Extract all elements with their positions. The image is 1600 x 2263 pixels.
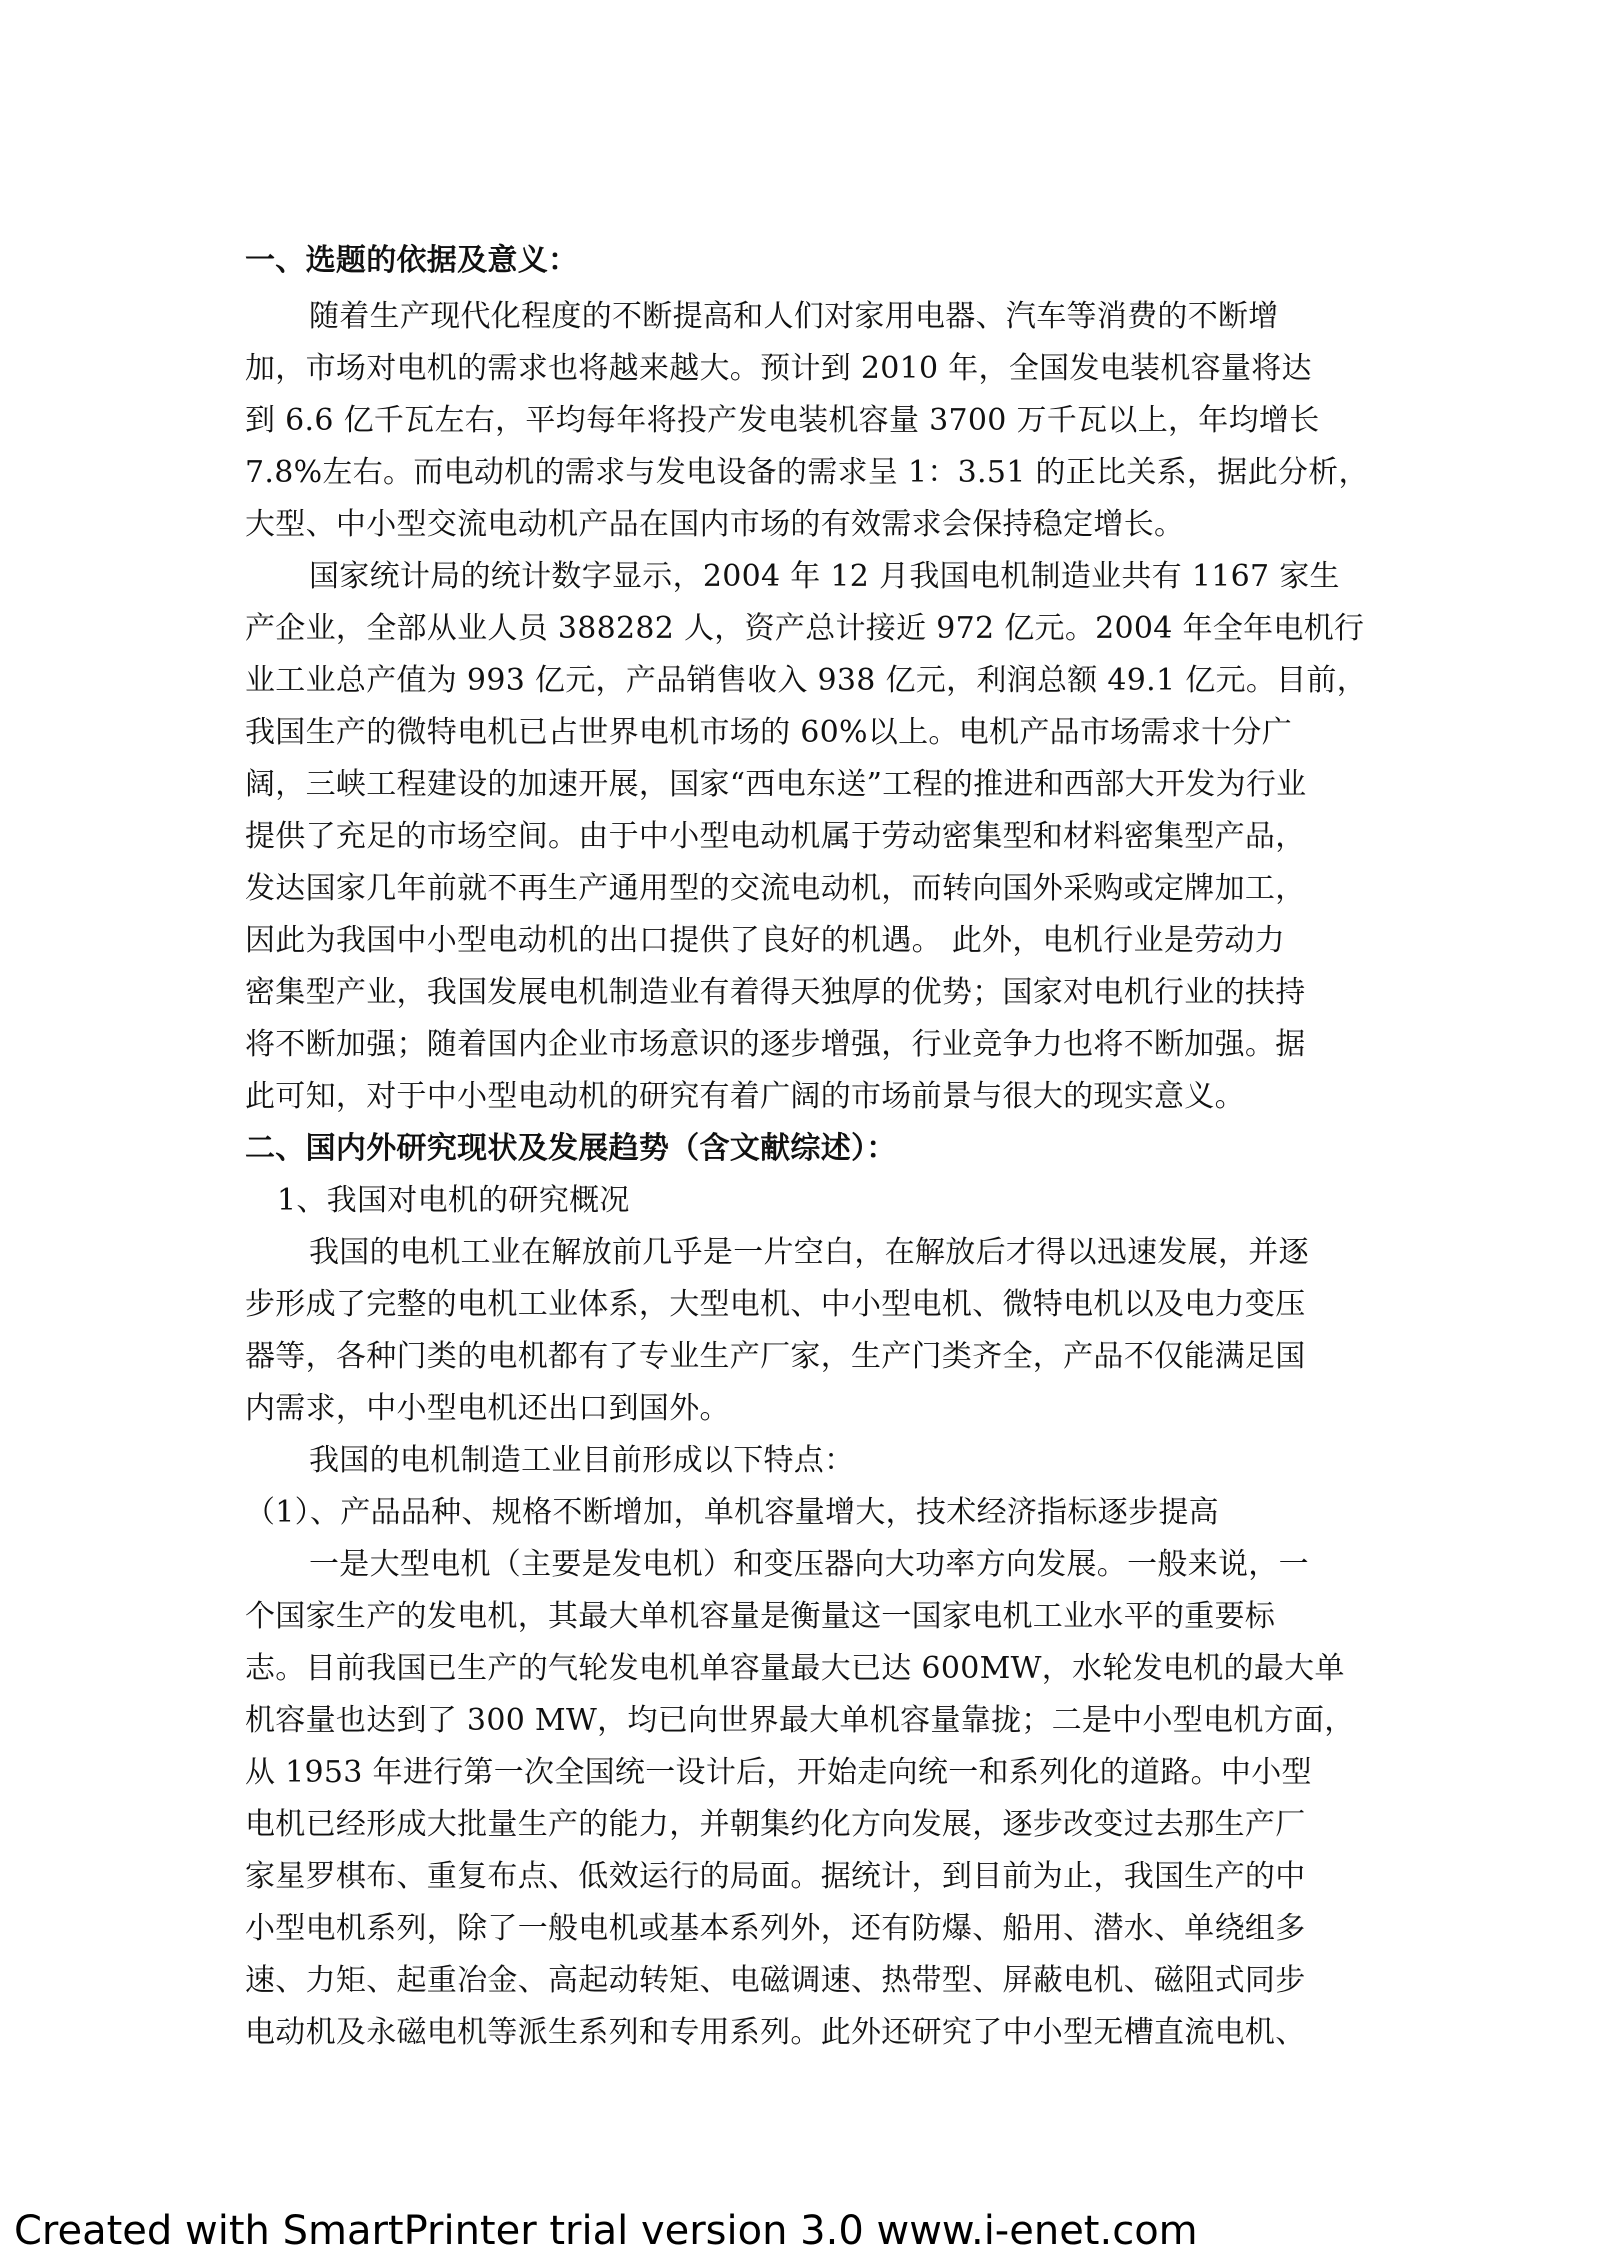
text-line: 此可知，对于中小型电动机的研究有着广阔的市场前景与很大的现实意义。 [245, 1079, 1245, 1114]
text-line: 提供了充足的市场空间。由于中小型电动机属于劳动密集型和材料密集型产品， [245, 819, 1306, 854]
text-line: 密集型产业，我国发展电机制造业有着得天独厚的优势；国家对电机行业的扶持 [245, 975, 1306, 1010]
text-line: 步形成了完整的电机工业体系，大型电机、中小型电机、微特电机以及电力变压 [245, 1287, 1306, 1322]
text-line: 因此为我国中小型电动机的出口提供了良好的机遇。 此外，电机行业是劳动力 [245, 923, 1286, 958]
section-2-subheading: 1、我国对电机的研究概况 [277, 1183, 630, 1218]
text-line: 从 1953 年进行第一次全国统一设计后，开始走向统一和系列化的道路。中小型 [245, 1755, 1312, 1790]
text-line: 国家统计局的统计数字显示，2004 年 12 月我国电机制造业共有 1167 家生 [309, 559, 1340, 594]
text-line: 产企业，全部从业人员 388282 人，资产总计接近 972 亿元。2004 年全年电机行 [245, 611, 1365, 646]
text-line: 志。目前我国已生产的气轮发电机单容量最大已达 600MW，水轮发电机的最大单 [245, 1651, 1345, 1686]
section-2-paragraph-a [245, 1227, 1365, 1435]
section-1-heading: 一、选题的依据及意义： [245, 243, 579, 278]
section-2-paragraph-c [245, 1539, 1365, 2059]
text-line: 小型电机系列，除了一般电机或基本系列外，还有防爆、船用、潜水、单绕组多 [245, 1911, 1306, 1946]
section-1-paragraph-2 [245, 551, 1368, 1123]
text-line: 一是大型电机（主要是发电机）和变压器向大功率方向发展。一般来说，一 [309, 1547, 1309, 1582]
text-line: 大型、中小型交流电动机产品在国内市场的有效需求会保持稳定增长。 [245, 507, 1185, 542]
text-line: 家星罗棋布、重复布点、低效运行的局面。据统计，到目前为止，我国生产的中 [245, 1859, 1306, 1894]
section-2-heading: 二、国内外研究现状及发展趋势（含文献综述）： [245, 1131, 897, 1166]
text-line: 将不断加强；随着国内企业市场意识的逐步增强，行业竞争力也将不断加强。据 [245, 1027, 1306, 1062]
text-line: 机容量也达到了 300 MW，均已向世界最大单机容量靠拢；二是中小型电机方面， [245, 1703, 1355, 1738]
text-line: 加，市场对电机的需求也将越来越大。预计到 2010 年，全国发电装机容量将达 [245, 351, 1312, 386]
text-line: 业工业总产值为 993 亿元，产品销售收入 938 亿元，利润总额 49.1 亿元。目前， [245, 663, 1368, 698]
text-line: 到 6.6 亿千瓦左右，平均每年将投产发电装机容量 3700 万千瓦以上，年均增长 [245, 403, 1320, 438]
text-line: 发达国家几年前就不再生产通用型的交流电动机，而转向国外采购或定牌加工， [245, 871, 1306, 906]
section-1-paragraph-1 [245, 291, 1369, 551]
text-line: 内需求，中小型电机还出口到国外。 [245, 1391, 730, 1426]
text-line: 电机已经形成大批量生产的能力，并朝集约化方向发展，逐步改变过去那生产厂 [245, 1807, 1306, 1842]
point-1-heading: （1）、产品品种、规格不断增加，单机容量增大，技术经济指标逐步提高 [245, 1495, 1219, 1530]
text-line: 我国生产的微特电机已占世界电机市场的 60%以上。电机产品市场需求十分广 [245, 715, 1293, 750]
text-line: 电动机及永磁电机等派生系列和专用系列。此外还研究了中小型无槽直流电机、 [245, 2015, 1306, 2050]
trial-watermark: Created with SmartPrinter trial version 3.0 www.i-enet.com [14, 2208, 1198, 2254]
text-line: 器等，各种门类的电机都有了专业生产厂家，生产门类齐全，产品不仅能满足国 [245, 1339, 1306, 1374]
document-body [245, 235, 1369, 2059]
text-line: 我国的电机工业在解放前几乎是一片空白，在解放后才得以迅速发展，并逐 [309, 1235, 1309, 1270]
text-line: 阔，三峡工程建设的加速开展，国家“西电东送”工程的推进和西部大开发为行业 [245, 767, 1307, 802]
text-line: 随着生产现代化程度的不断提高和人们对家用电器、汽车等消费的不断增 [309, 299, 1279, 334]
section-2-paragraph-b: 我国的电机制造工业目前形成以下特点： [309, 1443, 855, 1478]
text-line: 速、力矩、起重冶金、高起动转矩、电磁调速、热带型、屏蔽电机、磁阻式同步 [245, 1963, 1306, 1998]
text-line: 个国家生产的发电机，其最大单机容量是衡量这一国家电机工业水平的重要标 [245, 1599, 1276, 1634]
text-line: 7.8%左右。而电动机的需求与发电设备的需求呈 1：3.51 的正比关系，据此分析， [245, 455, 1369, 490]
